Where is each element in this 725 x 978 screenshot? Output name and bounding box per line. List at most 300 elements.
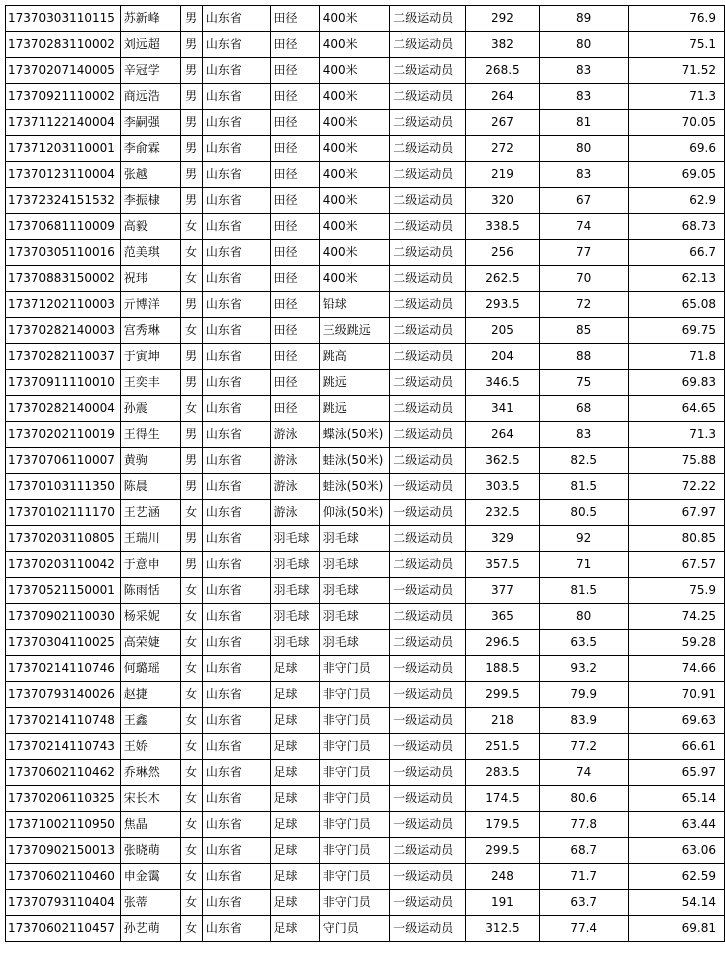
gender-cell: 女 [180,396,202,422]
gender-cell: 男 [180,110,202,136]
sport-cell: 田径 [270,162,319,188]
name-cell: 孙艺萌 [120,916,180,942]
gender-cell: 男 [180,6,202,32]
athlete-level-cell: 一级运动员 [390,656,466,682]
exam-number-cell: 17370283110002 [6,32,121,58]
athlete-level-cell: 二级运动员 [390,396,466,422]
gender-cell: 男 [180,344,202,370]
composite-score-cell: 70.05 [628,110,724,136]
event-cell: 非守门员 [319,786,390,812]
province-cell: 山东省 [202,526,270,552]
composite-score-cell: 68.73 [628,214,724,240]
athlete-level-cell: 二级运动员 [390,370,466,396]
culture-score-cell: 174.5 [466,786,540,812]
culture-score-cell: 320 [466,188,540,214]
name-cell: 于寅坤 [120,344,180,370]
name-cell: 高毅 [120,214,180,240]
exam-number-cell: 17370303110115 [6,6,121,32]
gender-cell: 女 [180,604,202,630]
gender-cell: 女 [180,812,202,838]
name-cell: 赵捷 [120,682,180,708]
sport-score-cell: 88 [539,344,628,370]
culture-score-cell: 365 [466,604,540,630]
sport-score-cell: 80 [539,136,628,162]
culture-score-cell: 272 [466,136,540,162]
table-row [6,6,725,32]
composite-score-cell: 76.9 [628,6,724,32]
table-row [6,188,725,214]
sport-score-cell: 93.2 [539,656,628,682]
culture-score-cell: 341 [466,396,540,422]
event-cell: 非守门员 [319,838,390,864]
event-cell: 仰泳(50米) [319,500,390,526]
exam-number-cell: 17371002110950 [6,812,121,838]
composite-score-cell: 64.65 [628,396,724,422]
province-cell: 山东省 [202,422,270,448]
province-cell: 山东省 [202,136,270,162]
event-cell: 蝶泳(50米) [319,422,390,448]
gender-cell: 女 [180,656,202,682]
sport-score-cell: 75 [539,370,628,396]
sport-cell: 田径 [270,292,319,318]
composite-score-cell: 71.8 [628,344,724,370]
athlete-level-cell: 一级运动员 [390,760,466,786]
province-cell: 山东省 [202,214,270,240]
culture-score-cell: 264 [466,422,540,448]
gender-cell: 女 [180,266,202,292]
exam-number-cell: 17371122140004 [6,110,121,136]
event-cell: 羽毛球 [319,630,390,656]
gender-cell: 男 [180,32,202,58]
sport-score-cell: 83 [539,162,628,188]
table-row [6,266,725,292]
exam-number-cell: 17370305110016 [6,240,121,266]
table-row [6,500,725,526]
sport-score-cell: 80.6 [539,786,628,812]
gender-cell: 男 [180,136,202,162]
province-cell: 山东省 [202,760,270,786]
exam-number-cell: 17370911110010 [6,370,121,396]
sport-score-cell: 77.2 [539,734,628,760]
sport-cell: 足球 [270,682,319,708]
exam-number-cell: 17370602110460 [6,864,121,890]
sport-score-cell: 72 [539,292,628,318]
composite-score-cell: 72.22 [628,474,724,500]
event-cell: 羽毛球 [319,604,390,630]
event-cell: 羽毛球 [319,526,390,552]
sport-score-cell: 68 [539,396,628,422]
event-cell: 蛙泳(50米) [319,474,390,500]
exam-number-cell: 17371202110003 [6,292,121,318]
name-cell: 王艺涵 [120,500,180,526]
sport-cell: 田径 [270,266,319,292]
table-row [6,838,725,864]
name-cell: 于意申 [120,552,180,578]
table-row [6,890,725,916]
event-cell: 非守门员 [319,890,390,916]
composite-score-cell: 74.66 [628,656,724,682]
composite-score-cell: 62.59 [628,864,724,890]
event-cell: 400米 [319,84,390,110]
sport-cell: 羽毛球 [270,604,319,630]
event-cell: 非守门员 [319,682,390,708]
province-cell: 山东省 [202,110,270,136]
name-cell: 孙震 [120,396,180,422]
culture-score-cell: 256 [466,240,540,266]
sport-score-cell: 92 [539,526,628,552]
sport-score-cell: 81.5 [539,578,628,604]
sport-score-cell: 81 [539,110,628,136]
table-row [6,526,725,552]
sport-score-cell: 83.9 [539,708,628,734]
table-row [6,370,725,396]
composite-score-cell: 62.13 [628,266,724,292]
name-cell: 李振棣 [120,188,180,214]
table-row [6,474,725,500]
athlete-level-cell: 二级运动员 [390,58,466,84]
province-cell: 山东省 [202,344,270,370]
gender-cell: 女 [180,916,202,942]
exam-number-cell: 17370902110030 [6,604,121,630]
exam-number-cell: 17370206110325 [6,786,121,812]
province-cell: 山东省 [202,708,270,734]
sport-cell: 足球 [270,812,319,838]
province-cell: 山东省 [202,266,270,292]
province-cell: 山东省 [202,734,270,760]
name-cell: 张越 [120,162,180,188]
name-cell: 王鑫 [120,708,180,734]
composite-score-cell: 74.25 [628,604,724,630]
province-cell: 山东省 [202,58,270,84]
sport-score-cell: 68.7 [539,838,628,864]
province-cell: 山东省 [202,656,270,682]
gender-cell: 女 [180,500,202,526]
gender-cell: 女 [180,318,202,344]
sport-cell: 羽毛球 [270,630,319,656]
composite-score-cell: 69.83 [628,370,724,396]
composite-score-cell: 69.6 [628,136,724,162]
athlete-level-cell: 二级运动员 [390,630,466,656]
table-row [6,344,725,370]
athlete-level-cell: 二级运动员 [390,136,466,162]
exam-number-cell: 17370282140004 [6,396,121,422]
table-row [6,396,725,422]
sport-cell: 田径 [270,396,319,422]
exam-number-cell: 17370921110002 [6,84,121,110]
table-row [6,240,725,266]
sport-cell: 田径 [270,370,319,396]
table-row [6,292,725,318]
culture-score-cell: 267 [466,110,540,136]
sport-cell: 足球 [270,708,319,734]
province-cell: 山东省 [202,292,270,318]
athlete-level-cell: 一级运动员 [390,812,466,838]
athlete-level-cell: 二级运动员 [390,84,466,110]
table-row [6,552,725,578]
province-cell: 山东省 [202,448,270,474]
province-cell: 山东省 [202,630,270,656]
composite-score-cell: 66.7 [628,240,724,266]
sport-cell: 田径 [270,344,319,370]
sport-cell: 田径 [270,136,319,162]
exam-number-cell: 17370793140026 [6,682,121,708]
sport-cell: 足球 [270,656,319,682]
sport-cell: 足球 [270,916,319,942]
event-cell: 铅球 [319,292,390,318]
sport-score-cell: 71.7 [539,864,628,890]
event-cell: 羽毛球 [319,552,390,578]
name-cell: 宋长木 [120,786,180,812]
sport-score-cell: 77.4 [539,916,628,942]
event-cell: 非守门员 [319,812,390,838]
composite-score-cell: 71.52 [628,58,724,84]
sport-cell: 足球 [270,838,319,864]
gender-cell: 男 [180,448,202,474]
sport-score-cell: 63.7 [539,890,628,916]
table-row [6,110,725,136]
table-row [6,786,725,812]
composite-score-cell: 71.3 [628,84,724,110]
composite-score-cell: 75.9 [628,578,724,604]
event-cell: 非守门员 [319,864,390,890]
gender-cell: 男 [180,162,202,188]
province-cell: 山东省 [202,890,270,916]
table-row [6,448,725,474]
athlete-level-cell: 二级运动员 [390,526,466,552]
athlete-level-cell: 二级运动员 [390,188,466,214]
table-row [6,422,725,448]
culture-score-cell: 303.5 [466,474,540,500]
table-row [6,864,725,890]
sport-score-cell: 83 [539,58,628,84]
culture-score-cell: 338.5 [466,214,540,240]
name-cell: 宫秀琳 [120,318,180,344]
table-row [6,32,725,58]
name-cell: 祝玮 [120,266,180,292]
exam-number-cell: 17370706110007 [6,448,121,474]
gender-cell: 女 [180,760,202,786]
name-cell: 苏新峰 [120,6,180,32]
sport-cell: 田径 [270,214,319,240]
sport-cell: 足球 [270,760,319,786]
exam-number-cell: 17370902150013 [6,838,121,864]
sport-score-cell: 77 [539,240,628,266]
gender-cell: 男 [180,370,202,396]
event-cell: 非守门员 [319,734,390,760]
composite-score-cell: 75.88 [628,448,724,474]
province-cell: 山东省 [202,500,270,526]
athlete-level-cell: 一级运动员 [390,786,466,812]
athlete-level-cell: 二级运动员 [390,552,466,578]
sport-score-cell: 74 [539,760,628,786]
exam-number-cell: 17370202110019 [6,422,121,448]
culture-score-cell: 191 [466,890,540,916]
athlete-level-cell: 二级运动员 [390,240,466,266]
culture-score-cell: 296.5 [466,630,540,656]
name-cell: 申金霭 [120,864,180,890]
event-cell: 400米 [319,136,390,162]
event-cell: 400米 [319,58,390,84]
event-cell: 400米 [319,188,390,214]
athlete-level-cell: 一级运动员 [390,890,466,916]
table-row [6,604,725,630]
composite-score-cell: 65.08 [628,292,724,318]
name-cell: 李俞霖 [120,136,180,162]
name-cell: 焦晶 [120,812,180,838]
exam-number-cell: 17370123110004 [6,162,121,188]
culture-score-cell: 293.5 [466,292,540,318]
gender-cell: 女 [180,214,202,240]
province-cell: 山东省 [202,552,270,578]
culture-score-cell: 292 [466,6,540,32]
sport-score-cell: 70 [539,266,628,292]
athlete-level-cell: 二级运动员 [390,214,466,240]
exam-number-cell: 17370214110748 [6,708,121,734]
province-cell: 山东省 [202,396,270,422]
event-cell: 跳远 [319,396,390,422]
table-row [6,916,725,942]
composite-score-cell: 63.44 [628,812,724,838]
athlete-level-cell: 二级运动员 [390,32,466,58]
gender-cell: 男 [180,292,202,318]
sport-cell: 田径 [270,110,319,136]
event-cell: 跳高 [319,344,390,370]
sport-score-cell: 83 [539,84,628,110]
sport-cell: 田径 [270,318,319,344]
sport-score-cell: 89 [539,6,628,32]
name-cell: 辛冠学 [120,58,180,84]
province-cell: 山东省 [202,84,270,110]
name-cell: 王奕丰 [120,370,180,396]
table-row [6,734,725,760]
name-cell: 王得生 [120,422,180,448]
composite-score-cell: 70.91 [628,682,724,708]
exam-number-cell: 17370203110805 [6,526,121,552]
exam-number-cell: 17370282140003 [6,318,121,344]
sport-cell: 游泳 [270,500,319,526]
culture-score-cell: 329 [466,526,540,552]
table-row [6,318,725,344]
culture-score-cell: 382 [466,32,540,58]
province-cell: 山东省 [202,838,270,864]
exam-number-cell: 17370214110746 [6,656,121,682]
athlete-level-cell: 一级运动员 [390,864,466,890]
exam-number-cell: 17370681110009 [6,214,121,240]
gender-cell: 男 [180,188,202,214]
province-cell: 山东省 [202,604,270,630]
table-row [6,84,725,110]
composite-score-cell: 67.97 [628,500,724,526]
sport-cell: 游泳 [270,448,319,474]
culture-score-cell: 232.5 [466,500,540,526]
province-cell: 山东省 [202,786,270,812]
culture-score-cell: 283.5 [466,760,540,786]
athlete-level-cell: 一级运动员 [390,734,466,760]
culture-score-cell: 357.5 [466,552,540,578]
name-cell: 刘远超 [120,32,180,58]
province-cell: 山东省 [202,474,270,500]
exam-number-cell: 17370521150001 [6,578,121,604]
athlete-level-cell: 二级运动员 [390,318,466,344]
culture-score-cell: 362.5 [466,448,540,474]
composite-score-cell: 80.85 [628,526,724,552]
table-row [6,682,725,708]
exam-number-cell: 17370102111170 [6,500,121,526]
culture-score-cell: 262.5 [466,266,540,292]
name-cell: 李嗣强 [120,110,180,136]
table-row [6,58,725,84]
sport-score-cell: 71 [539,552,628,578]
gender-cell: 男 [180,58,202,84]
athlete-level-cell: 二级运动员 [390,266,466,292]
gender-cell: 女 [180,630,202,656]
athlete-level-cell: 一级运动员 [390,708,466,734]
event-cell: 非守门员 [319,656,390,682]
sport-score-cell: 80.5 [539,500,628,526]
gender-cell: 女 [180,890,202,916]
culture-score-cell: 188.5 [466,656,540,682]
sport-score-cell: 82.5 [539,448,628,474]
exam-number-cell: 17370203110042 [6,552,121,578]
gender-cell: 男 [180,526,202,552]
name-cell: 范美琪 [120,240,180,266]
table-row [6,214,725,240]
composite-score-cell: 65.14 [628,786,724,812]
name-cell: 王瑞川 [120,526,180,552]
province-cell: 山东省 [202,916,270,942]
athlete-level-cell: 二级运动员 [390,162,466,188]
exam-number-cell: 17371203110001 [6,136,121,162]
name-cell: 陈晨 [120,474,180,500]
province-cell: 山东省 [202,6,270,32]
sport-cell: 羽毛球 [270,552,319,578]
gender-cell: 女 [180,864,202,890]
athlete-level-cell: 一级运动员 [390,916,466,942]
gender-cell: 男 [180,422,202,448]
composite-score-cell: 75.1 [628,32,724,58]
sport-cell: 足球 [270,786,319,812]
event-cell: 400米 [319,6,390,32]
sport-cell: 足球 [270,734,319,760]
table-row [6,760,725,786]
table-row [6,136,725,162]
culture-score-cell: 377 [466,578,540,604]
province-cell: 山东省 [202,682,270,708]
composite-score-cell: 69.05 [628,162,724,188]
athlete-level-cell: 二级运动员 [390,110,466,136]
name-cell: 商远浩 [120,84,180,110]
sport-cell: 田径 [270,32,319,58]
province-cell: 山东省 [202,32,270,58]
sport-score-cell: 85 [539,318,628,344]
name-cell: 杨采妮 [120,604,180,630]
athlete-level-cell: 二级运动员 [390,448,466,474]
sport-cell: 田径 [270,188,319,214]
event-cell: 400米 [319,240,390,266]
sport-score-cell: 79.9 [539,682,628,708]
culture-score-cell: 251.5 [466,734,540,760]
athlete-level-cell: 一级运动员 [390,500,466,526]
athlete-level-cell: 二级运动员 [390,422,466,448]
event-cell: 400米 [319,162,390,188]
culture-score-cell: 218 [466,708,540,734]
gender-cell: 男 [180,474,202,500]
province-cell: 山东省 [202,162,270,188]
event-cell: 400米 [319,32,390,58]
sport-cell: 田径 [270,58,319,84]
composite-score-cell: 63.06 [628,838,724,864]
gender-cell: 女 [180,578,202,604]
